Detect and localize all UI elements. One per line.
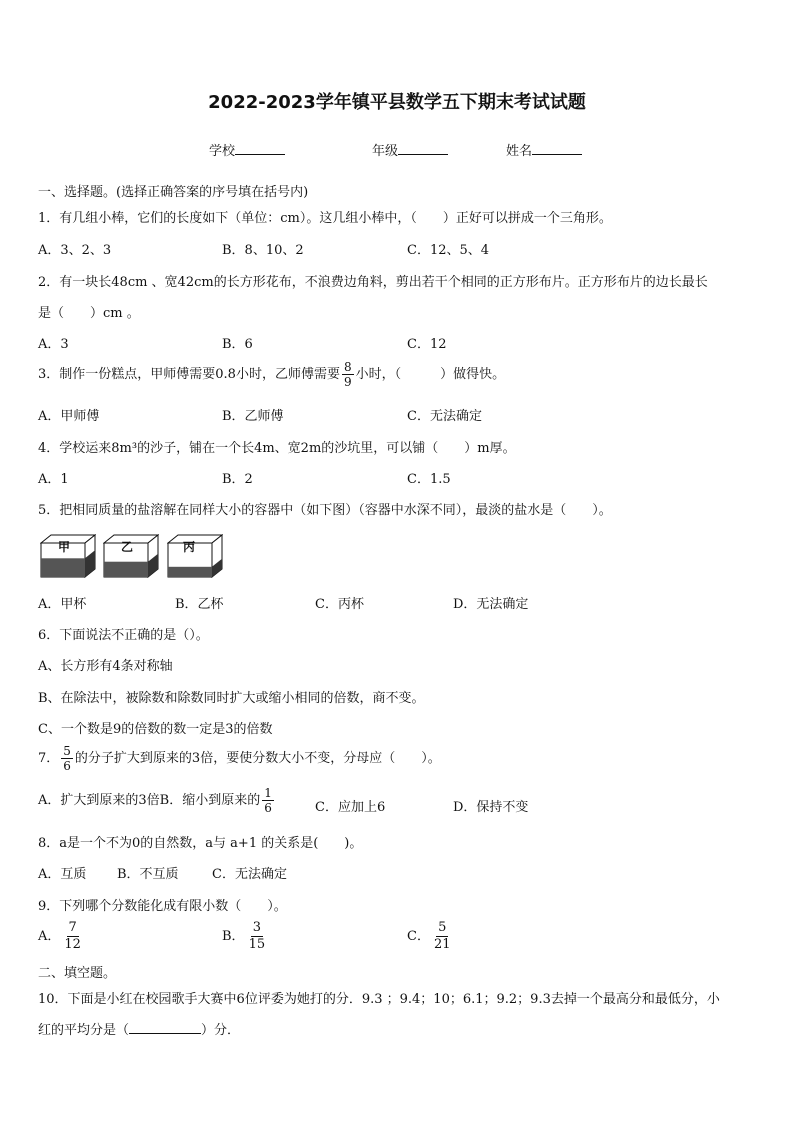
- q7-b-frac-num: 1: [264, 786, 272, 800]
- page-title: 2022-2023学年镇平县数学五下期末考试试题: [208, 92, 586, 113]
- q6-option-b: B、在除法中，被除数和除数同时扩大或缩小相同的倍数，商不变。: [38, 691, 425, 706]
- q3-frac-num: 8: [343, 360, 352, 374]
- q5-option-b: B．乙杯: [175, 597, 224, 612]
- q9-a-fraction: [62, 920, 83, 953]
- q10-text-pre: 红的平均分是（: [38, 1023, 130, 1038]
- school-label: 学校: [209, 144, 236, 159]
- q9-option-a: [38, 920, 85, 953]
- q7-frac-num: 5: [63, 744, 71, 758]
- q8-option-c: C．无法确定: [212, 867, 287, 882]
- q4-option-c: C．1.5: [407, 472, 451, 487]
- water-fill-3: [168, 567, 212, 577]
- q7-b-frac-den: 6: [264, 801, 272, 815]
- water-fill-2: [104, 562, 148, 577]
- container-jia: [40, 534, 96, 578]
- school-blank[interactable]: [235, 142, 285, 155]
- q1-text: 1．有几组小棒，它们的长度如下（单位：cm）。这几组小棒中，（ ）正好可以拼成一个三角形。: [38, 211, 612, 226]
- q6-option-c: C、一个数是9的倍数的数一定是3的倍数: [38, 722, 273, 737]
- grade-field[interactable]: [372, 140, 448, 159]
- q3-option-a: A．甲师傅: [38, 409, 100, 424]
- container-bing: [167, 534, 223, 578]
- q7-option-ab-text: A．扩大到原来的3倍B．缩小到原来的: [38, 793, 261, 808]
- q3-fraction: [342, 360, 354, 389]
- q9-b-fraction: [247, 920, 268, 953]
- q1-option-a: A．3、2、3: [38, 243, 112, 258]
- q7-text: [38, 744, 441, 773]
- q7-option-ab: [38, 786, 276, 815]
- q9-b-num: 3: [252, 920, 261, 935]
- q2-text-line1: 2．有一块长48cm 、宽42cm的长方形花布，不浪费边角料，剪出若干个相同的正方形布片。正方形布片的边长最长: [38, 275, 708, 290]
- container-yi-label: 乙: [121, 540, 134, 554]
- q3-frac-den: 9: [343, 375, 352, 389]
- q3-text-pre: 3．制作一份糕点，甲师傅需要0.8小时，乙师傅需要: [38, 367, 340, 382]
- q7-option-b-fraction: [262, 786, 274, 815]
- q9-c-label: C．: [407, 929, 430, 944]
- name-label: 姓名: [506, 144, 533, 159]
- q7-text-post: 的分子扩大到原来的3倍，要使分数大小不变，分母应（ ）。: [74, 751, 441, 766]
- q7-option-d: D．保持不变: [453, 800, 529, 815]
- q8-text: 8．a是一个不为0的自然数，a与 a+1 的关系是( )。: [38, 836, 363, 851]
- q6-option-a: A、长方形有4条对称轴: [38, 659, 173, 674]
- q9-a-num: 7: [68, 920, 77, 935]
- q7-option-c: C．应加上6: [315, 800, 386, 815]
- q3-text: [38, 360, 505, 389]
- water-fill-1: [41, 558, 85, 577]
- q4-option-a: A．1: [38, 472, 69, 487]
- q10-text-line1: 10．下面是小红在校园歌手大赛中6位评委为她打的分．9.3 ；9.4；10；6.1；9.2；9.3去掉一个最高分和最低分，小: [38, 992, 720, 1007]
- name-field[interactable]: [506, 140, 582, 159]
- q1-option-c: C．12、5、4: [407, 243, 490, 258]
- q7-frac-den: 6: [63, 759, 71, 773]
- q9-c-den: 21: [433, 937, 451, 952]
- q3-option-b: B．乙师傅: [222, 409, 284, 424]
- q4-option-b: B．2: [222, 472, 253, 487]
- q9-text: 9．下列哪个分数能化成有限小数（ ）。: [38, 899, 287, 914]
- container-bing-label: 丙: [183, 540, 196, 554]
- q10-text-line2: [38, 1019, 240, 1038]
- q7-number: 7．: [38, 751, 60, 766]
- q9-a-den: 12: [64, 937, 81, 952]
- q3-option-c: C．无法确定: [407, 409, 482, 424]
- section-1-heading: 一、选择题。(选择正确答案的序号填在括号内): [38, 185, 309, 200]
- section-2-heading: 二、填空题。: [38, 966, 117, 981]
- q9-option-c: [407, 920, 455, 953]
- q10-answer-blank[interactable]: [129, 1021, 201, 1034]
- q4-text: 4．学校运来8m³的沙子，铺在一个长4m、宽2m的沙坑里，可以铺（ ）m厚。: [38, 441, 516, 456]
- name-blank[interactable]: [532, 142, 582, 155]
- q9-b-den: 15: [248, 937, 266, 952]
- q1-option-b: B．8、10、2: [222, 243, 304, 258]
- grade-label: 年级: [372, 144, 399, 159]
- q2-option-b: B．6: [222, 337, 253, 352]
- q9-b-label: B．: [222, 929, 245, 944]
- q5-option-d: D．无法确定: [453, 597, 529, 612]
- container-yi: [103, 534, 159, 578]
- q6-text: 6．下面说法不正确的是（）。: [38, 628, 209, 643]
- q9-option-b: [222, 920, 269, 953]
- q8-option-b: B．不互质: [117, 867, 179, 882]
- grade-blank[interactable]: [398, 142, 448, 155]
- q3-text-post: 小时，（ ）做得快。: [355, 367, 506, 382]
- container-jia-label: 甲: [58, 540, 71, 554]
- q2-text-line2: 是（ ）cm 。: [38, 306, 140, 321]
- q5-option-c: C．丙杯: [315, 597, 364, 612]
- q8-option-a: A．互质: [38, 867, 87, 882]
- q9-a-label: A．: [38, 929, 61, 944]
- q2-option-c: C．12: [407, 337, 447, 352]
- q5-option-a: A．甲杯: [38, 597, 87, 612]
- school-field[interactable]: [209, 140, 285, 159]
- q9-c-fraction: [432, 920, 453, 953]
- q7-fraction: [61, 744, 73, 773]
- q10-text-post: ）分．: [201, 1023, 241, 1038]
- q2-option-a: A．3: [38, 337, 69, 352]
- q5-text: 5．把相同质量的盐溶解在同样大小的容器中（如下图）（容器中水深不同），最淡的盐水是（ ）。: [38, 503, 612, 518]
- q9-c-num: 5: [438, 920, 447, 935]
